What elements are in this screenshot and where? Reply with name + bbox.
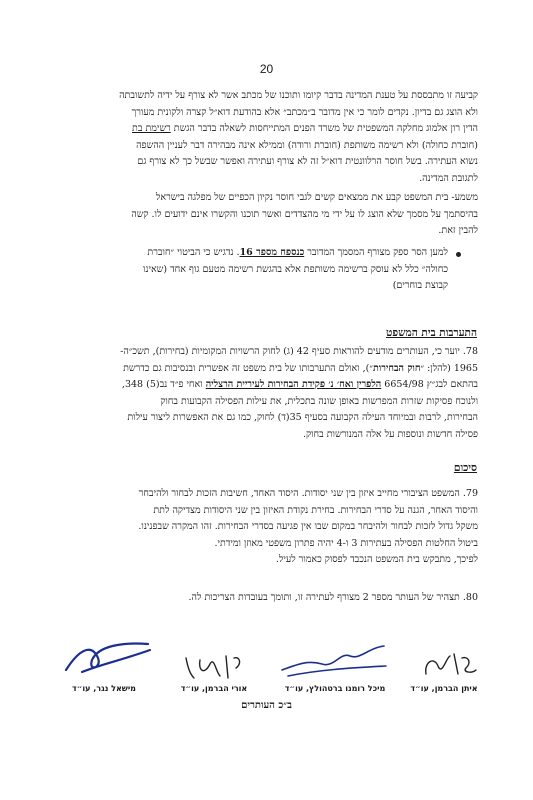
line: ולא הוצג גם בדיון. נקדים לומר כי אין מדובר ב״מכתב״ אלא בהודעת דוא״ל קצרה ולקונית מעורך [131,106,478,118]
signature-name-michal: מיכל רומנו ברטהולץ, עו״ד [284,684,386,693]
line: בהתאם לבג״ץ 6654/98 הלפרין ואח׳ נ׳ פקידת הבחירות לעיריית הרצליה ואחי פ״ד נב(5) 348, [121,379,478,391]
line: 1965 (להלן: ״חוק הבחירות״), ואולם התערבותו של בית משפט זה אפשרית ובנסיבות גם כדרשת [123,362,478,374]
signature-name-mishael: מישאל נגר, עו״ד [72,684,136,693]
line: נשוא העתירה. בשל חוסר הרלוונטית דוא״ל זה לא צורף ועתירה ואפשר שבשל כך לא צורף גם [137,156,478,168]
line: ולנוכח פסיקות שזרות המפרשות באופן שונה בתכלית, את עילות הפסילה הקבועות בחוק [160,395,478,407]
line: להבין זאת. [438,225,478,237]
line: ביטול החלטות הפסילה בעתירות 3 ו-4 יהיה פתרון משפטי מאוזן ומידתי. [214,537,478,549]
paragraph-78 [56,344,478,444]
signature-eitan-scribble [420,648,480,682]
line: 78. יוער כי, העותרים מודעים להוראות סעיף 42 (ג) לחוק הרשויות המקומיות (בחירות), תשכ״ה- [120,346,478,357]
line: למען הסר ספק מצורף המסמך המדובר כנספח מספר 16. נדגיש כי הביטוי ״חוברת [147,247,448,258]
closing-counsel: ב״כ העותרים [241,700,292,711]
line: משקל גדול לזכות לבחור ולהיבחר במקום שבו אין פגיעה בסדרי הבחירות. זהו המקרה שבפנינו. [138,521,478,533]
signature-name-uri: אורי הברמן, עו״ד [180,684,248,693]
line: 80. תצהיר של העותר מספר 2 מצורף לעתירה זו, ותומך בעובדות הצריכות לה. [188,592,478,603]
line: 79. המשפט הציבורי מחייב איזון בין שני יסודות. היסוד האחד, חשיבות הזכות לבחור ולהיבחר [138,488,478,499]
paragraph-appendix [56,245,448,295]
line: קביעה זו מתבססת על טענת המדינה בדבר קיומו ותוכנו של מכתב אשר לא צורף על ידיה לתשובתה [119,90,478,101]
line: לפיכך, מתבקש בית המשפט הנכבד לפסוק כאמור לעיל. [275,554,478,566]
bullet-point [456,252,461,257]
signature-mishael-scribble [62,638,154,678]
line: בהיסתמך על מסמך שלא הוצג לו על ידי מי מהצדדים ואשר תוכנו והקשרו אינם ידועים לו. קשה [131,208,478,220]
signature-name-eitan: איתן הברמן, עו״ד [410,684,478,693]
line: והיסוד האחר, הגנה על סדרי הבחירות. בחירת נקודת האיזון בין שני היסודות מצדיקה לתת [153,504,478,516]
signature-uri-scribble [180,650,250,682]
line: הדין רון אלמוג מחלקה המשפטית של משרד הפנים המתייחסות לשאלה בדבר הגשת רשימת בת [132,123,478,135]
line: הבחירות, לרבות ובמיוחד העילה הקבועה בסעיף 35(ד) לחוק, כמו גם את האפשרות ליצור עילות [127,412,478,424]
signature-michal-scribble [278,640,390,682]
paragraph-79 [56,486,478,569]
line: פסילה חדשות ונוספות על אלה המנורשות בחוק. [303,428,478,440]
heading-summary: סיכום [453,462,477,474]
page-number: 20 [259,62,274,76]
line: כחולה״ כלל לא עוסק ברשימה משותפת אלא בהגשת רשימה מטעם גוף אחד (שאינו [142,263,448,275]
line: לתגובת המדינה. [419,172,478,184]
paragraph-letter-claim [56,88,478,188]
line: (חוברת כחולה) ולא רשימה משותפת (חוברת ורודה) וממילא אינה מבהירה דבר לעניין ההשפה [136,139,478,151]
heading-court-intervention: התערבות בית המשפט [386,327,477,339]
line: קבוצת בוחרים) [392,280,448,292]
paragraph-meaning [56,190,478,240]
paragraph-80 [56,590,478,607]
line: משמע- בית המשפט קבע את ממצאים קשים לגבי חוסר נקיון הכפיים של מפלגה בישראל [155,192,478,203]
